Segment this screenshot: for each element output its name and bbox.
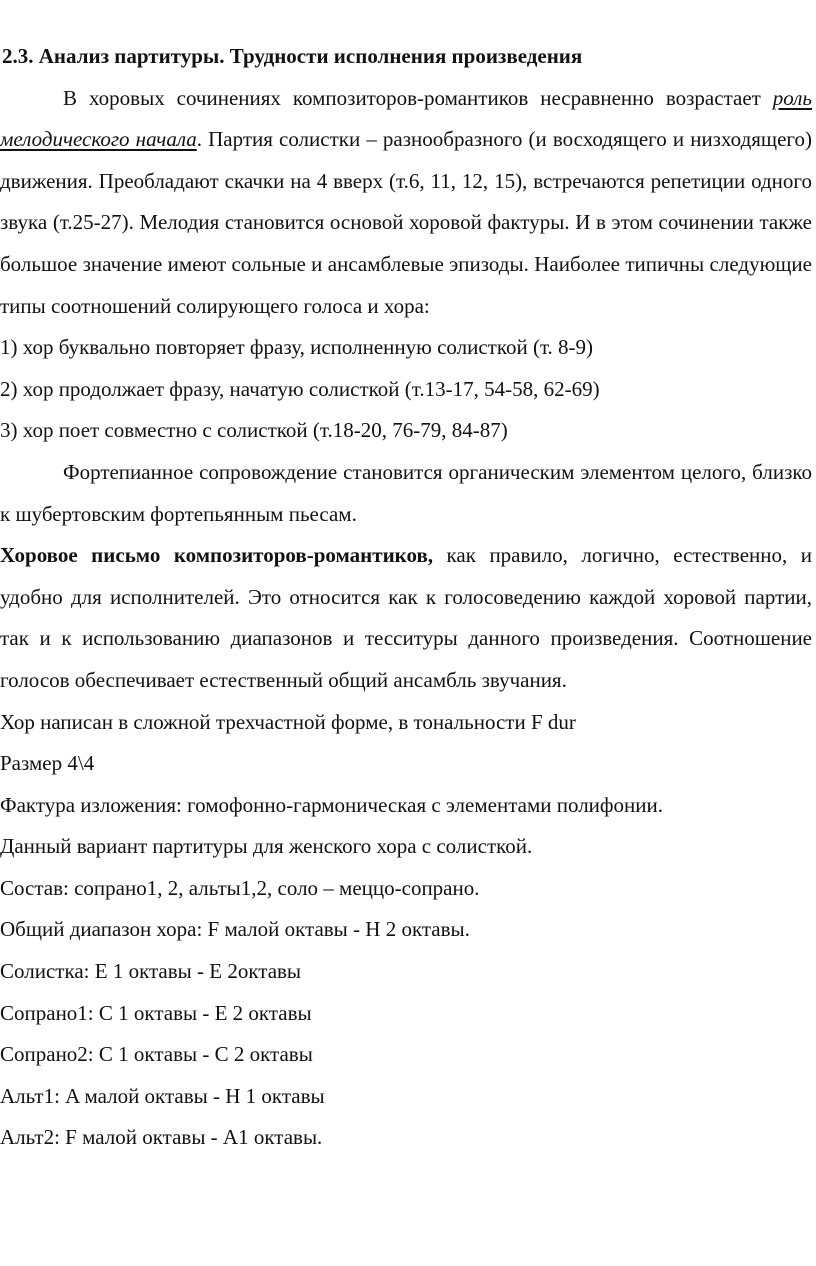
- list-item: 2) хор продолжает фразу, начатую солисткой (т.13-17, 54-58, 62-69): [0, 376, 600, 401]
- detail-line: Сопрано1: C 1 октавы - E 2 октавы: [0, 1000, 312, 1025]
- bold-lead: Хоровое письмо композиторов-романтиков,: [0, 543, 434, 568]
- document-page: [0, 36, 812, 1159]
- detail-line: Сопрано2: C 1 октавы - C 2 октавы: [0, 1042, 313, 1067]
- list-item: 3) хор поет совместно с солисткой (т.18-20, 76-79, 84-87): [0, 418, 508, 443]
- detail-line: Данный вариант партитуры для женского хора с солисткой.: [0, 834, 533, 859]
- detail-line: Хор написан в сложной трехчастной форме, в тональности F dur: [0, 709, 576, 734]
- paragraph-text: В хоровых сочинениях композиторов-романтиков несравненно возрастает: [63, 85, 773, 110]
- section-heading: 2.3. Анализ партитуры. Трудности исполнения произведения: [2, 44, 583, 68]
- emphasis-melodic-beginning: роль мелодического начала: [0, 85, 812, 152]
- detail-line: Состав: сопрано1, 2, альты1,2, соло – меццо-сопрано.: [0, 875, 480, 900]
- detail-line: Размер 4\4: [0, 751, 95, 776]
- list-item: 1) хор буквально повторяет фразу, исполненную солисткой (т. 8-9): [0, 335, 594, 360]
- detail-line: Солистка: E 1 октавы - E 2октавы: [0, 959, 302, 984]
- paragraph-choral-writing: [0, 535, 812, 701]
- paragraph-text: . Партия солистки – разнообразного (и восходящего и низходящего) движения. Преобладают скачки на 4 вверх (т.6, 11, 12, 15), встречаются репетиции одного звука (т.25-27). Мелодия становится основой хоровой фактуры. И в этом сочинении также большое значение имеют сольные и ансамблевые эпизоды. Наиболее типичны следующие типы соотношений солирующего голоса и хора:: [0, 127, 812, 318]
- detail-line: Альт2: F малой октавы - A1 октавы.: [0, 1125, 323, 1150]
- paragraph-accompaniment: Фортепианное сопровождение становится органическим элементом целого, близко к шубертовским фортепьянным пьесам.: [0, 459, 812, 526]
- paragraph-text: как правило, логично, естественно, и удобно для исполнителей. Это относится как к голосоведению каждой хоровой партии, так и к использованию диапазонов и тесситуры данного произведения. Соотношение голосов обеспечивает естественный общий ансамбль звучания.: [0, 543, 812, 692]
- detail-line: Альт1: A малой октавы - H 1 октавы: [0, 1083, 325, 1108]
- detail-line: Общий диапазон хора: F малой октавы - H 2 октавы.: [0, 917, 470, 942]
- paragraph-melodic-role: [0, 78, 812, 328]
- detail-line: Фактура изложения: гомофонно-гармоническая с элементами полифонии.: [0, 792, 663, 817]
